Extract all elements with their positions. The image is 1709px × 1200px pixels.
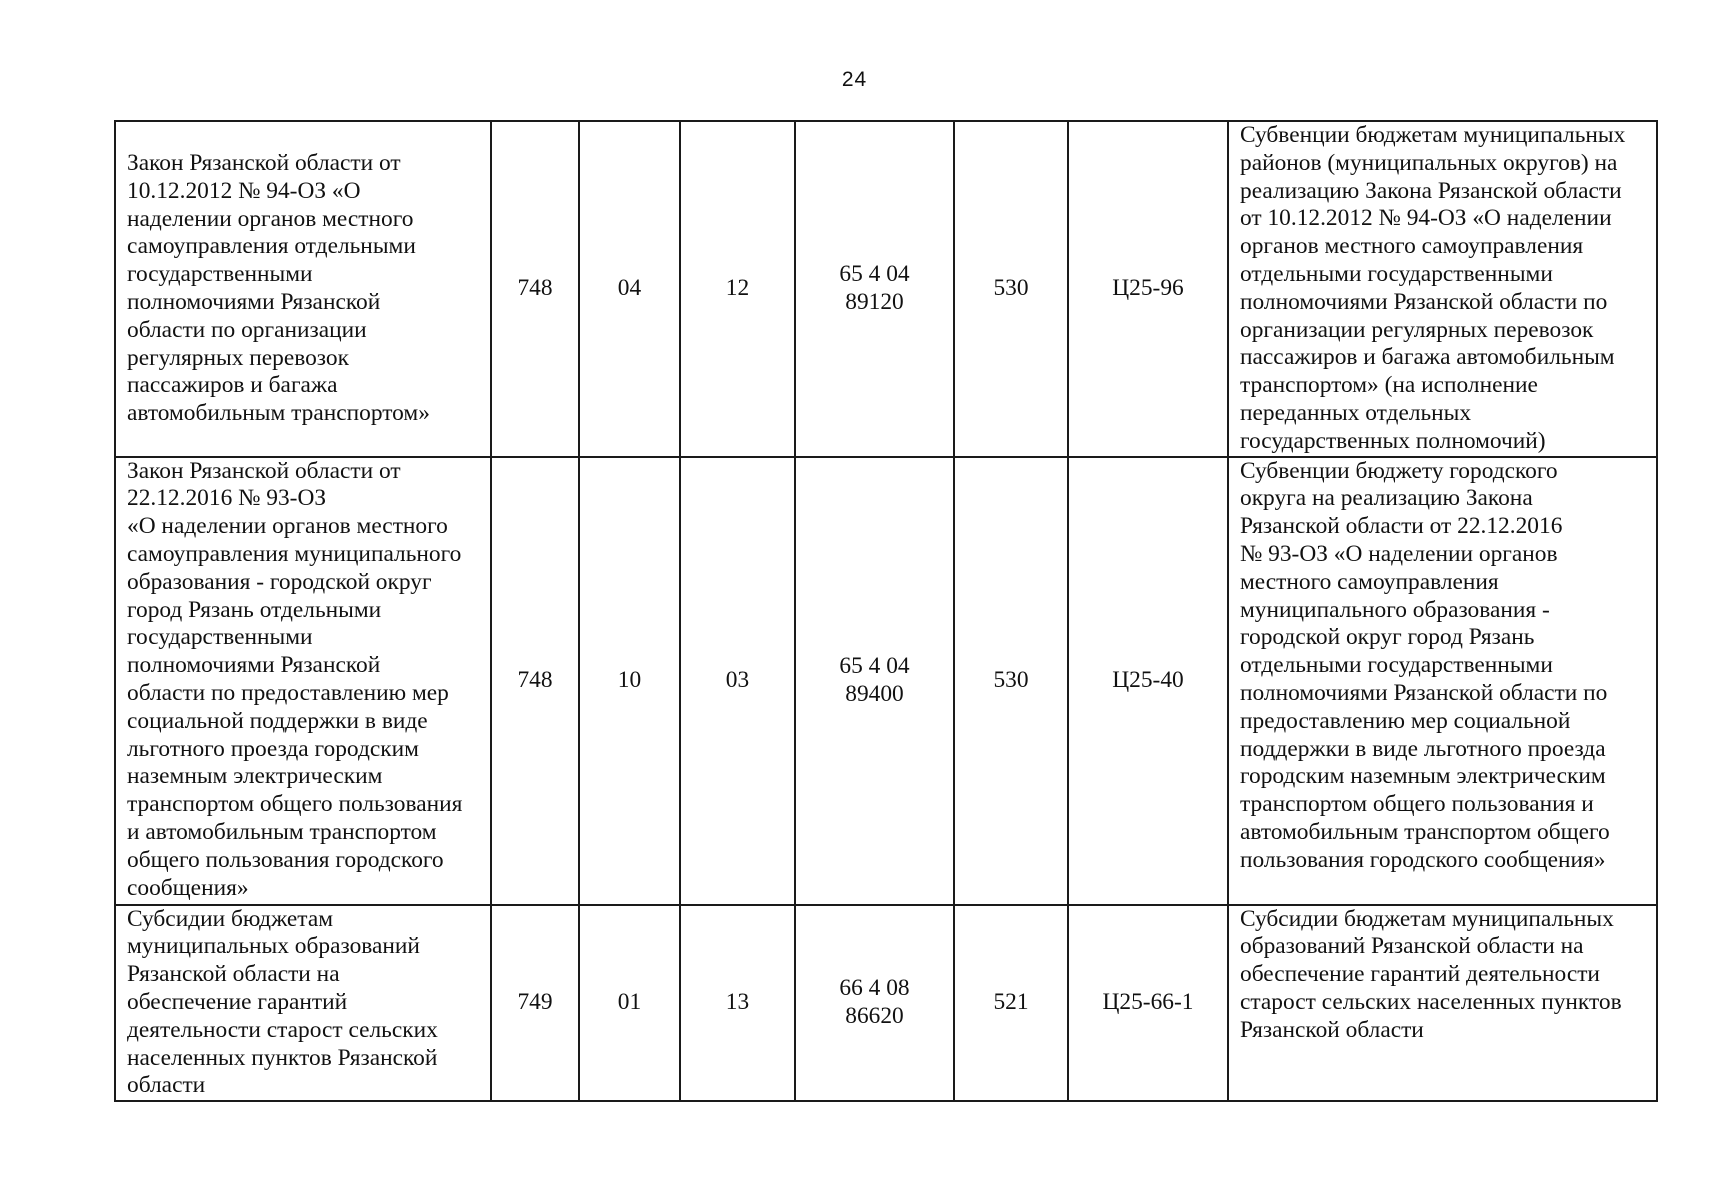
table-row [115,457,1657,905]
table-row [115,905,1657,1102]
purpose-code-cell: Ц25-66-1 [1068,905,1228,1102]
purpose-code-cell: Ц25-96 [1068,121,1228,457]
target-article-code-cell: 65 4 04 89400 [795,457,954,905]
law-name-cell: Закон Рязанской области от 22.12.2016 № 93-ОЗ «О наделении органов местного самоуправления муниципального образования - городской округ город Рязань отдельными государственными полномочиями Рязанской области по предоставлению мер социальной поддержки в виде льготного проезда городским наземным электрическим транспортом общего пользования и автомобильным транспортом общего пользования городского сообщения» [115,457,491,905]
subsection-code-cell: 13 [680,905,795,1102]
subsection-code-cell: 12 [680,121,795,457]
purpose-description-cell: Субвенции бюджету городского округа на реализацию Закона Рязанской области от 22.12.2016 № 93-ОЗ «О наделении органов местного самоуправления муниципального образования - городской округ город Рязань отдельными государственными полномочиями Рязанской области по предоставлению мер социальной поддержки в виде льготного проезда городским наземным электрическим транспортом общего пользования и автомобильным транспортом общего пользования городского сообщения» [1228,457,1657,905]
purpose-description-cell: Субсидии бюджетам муниципальных образований Рязанской области на обеспечение гарантий деятельности старост сельских населенных пунктов Рязанской области [1228,905,1657,1102]
section-code-cell: 04 [579,121,680,457]
expense-type-code-cell: 530 [954,457,1068,905]
grbs-code-cell: 749 [491,905,579,1102]
grbs-code-cell: 748 [491,457,579,905]
law-name-cell: Субсидии бюджетам муниципальных образований Рязанской области на обеспечение гарантий деятельности старост сельских населенных пунктов Рязанской области [115,905,491,1102]
expense-type-code-cell: 521 [954,905,1068,1102]
table-row [115,121,1657,457]
section-code-cell: 10 [579,457,680,905]
expense-type-code-cell: 530 [954,121,1068,457]
grbs-code-cell: 748 [491,121,579,457]
purpose-code-cell: Ц25-40 [1068,457,1228,905]
law-name-cell: Закон Рязанской области от 10.12.2012 № 94-ОЗ «О наделении органов местного самоуправления отдельными государственными полномочиями Рязанской области по организации регулярных перевозок пассажиров и багажа автомобильным транспортом» [115,121,491,457]
target-article-code-cell: 66 4 08 86620 [795,905,954,1102]
purpose-description-cell: Субвенции бюджетам муниципальных районов (муниципальных округов) на реализацию Закона Рязанской области от 10.12.2012 № 94-ОЗ «О наделении органов местного самоуправления отдельными государственными полномочиями Рязанской области по организации регулярных перевозок пассажиров и багажа автомобильным транспортом» (на исполнение переданных отдельных государственных полномочий) [1228,121,1657,457]
section-code-cell: 01 [579,905,680,1102]
page-number: 24 [841,68,868,91]
budget-table [114,120,1658,1102]
target-article-code-cell: 65 4 04 89120 [795,121,954,457]
subsection-code-cell: 03 [680,457,795,905]
